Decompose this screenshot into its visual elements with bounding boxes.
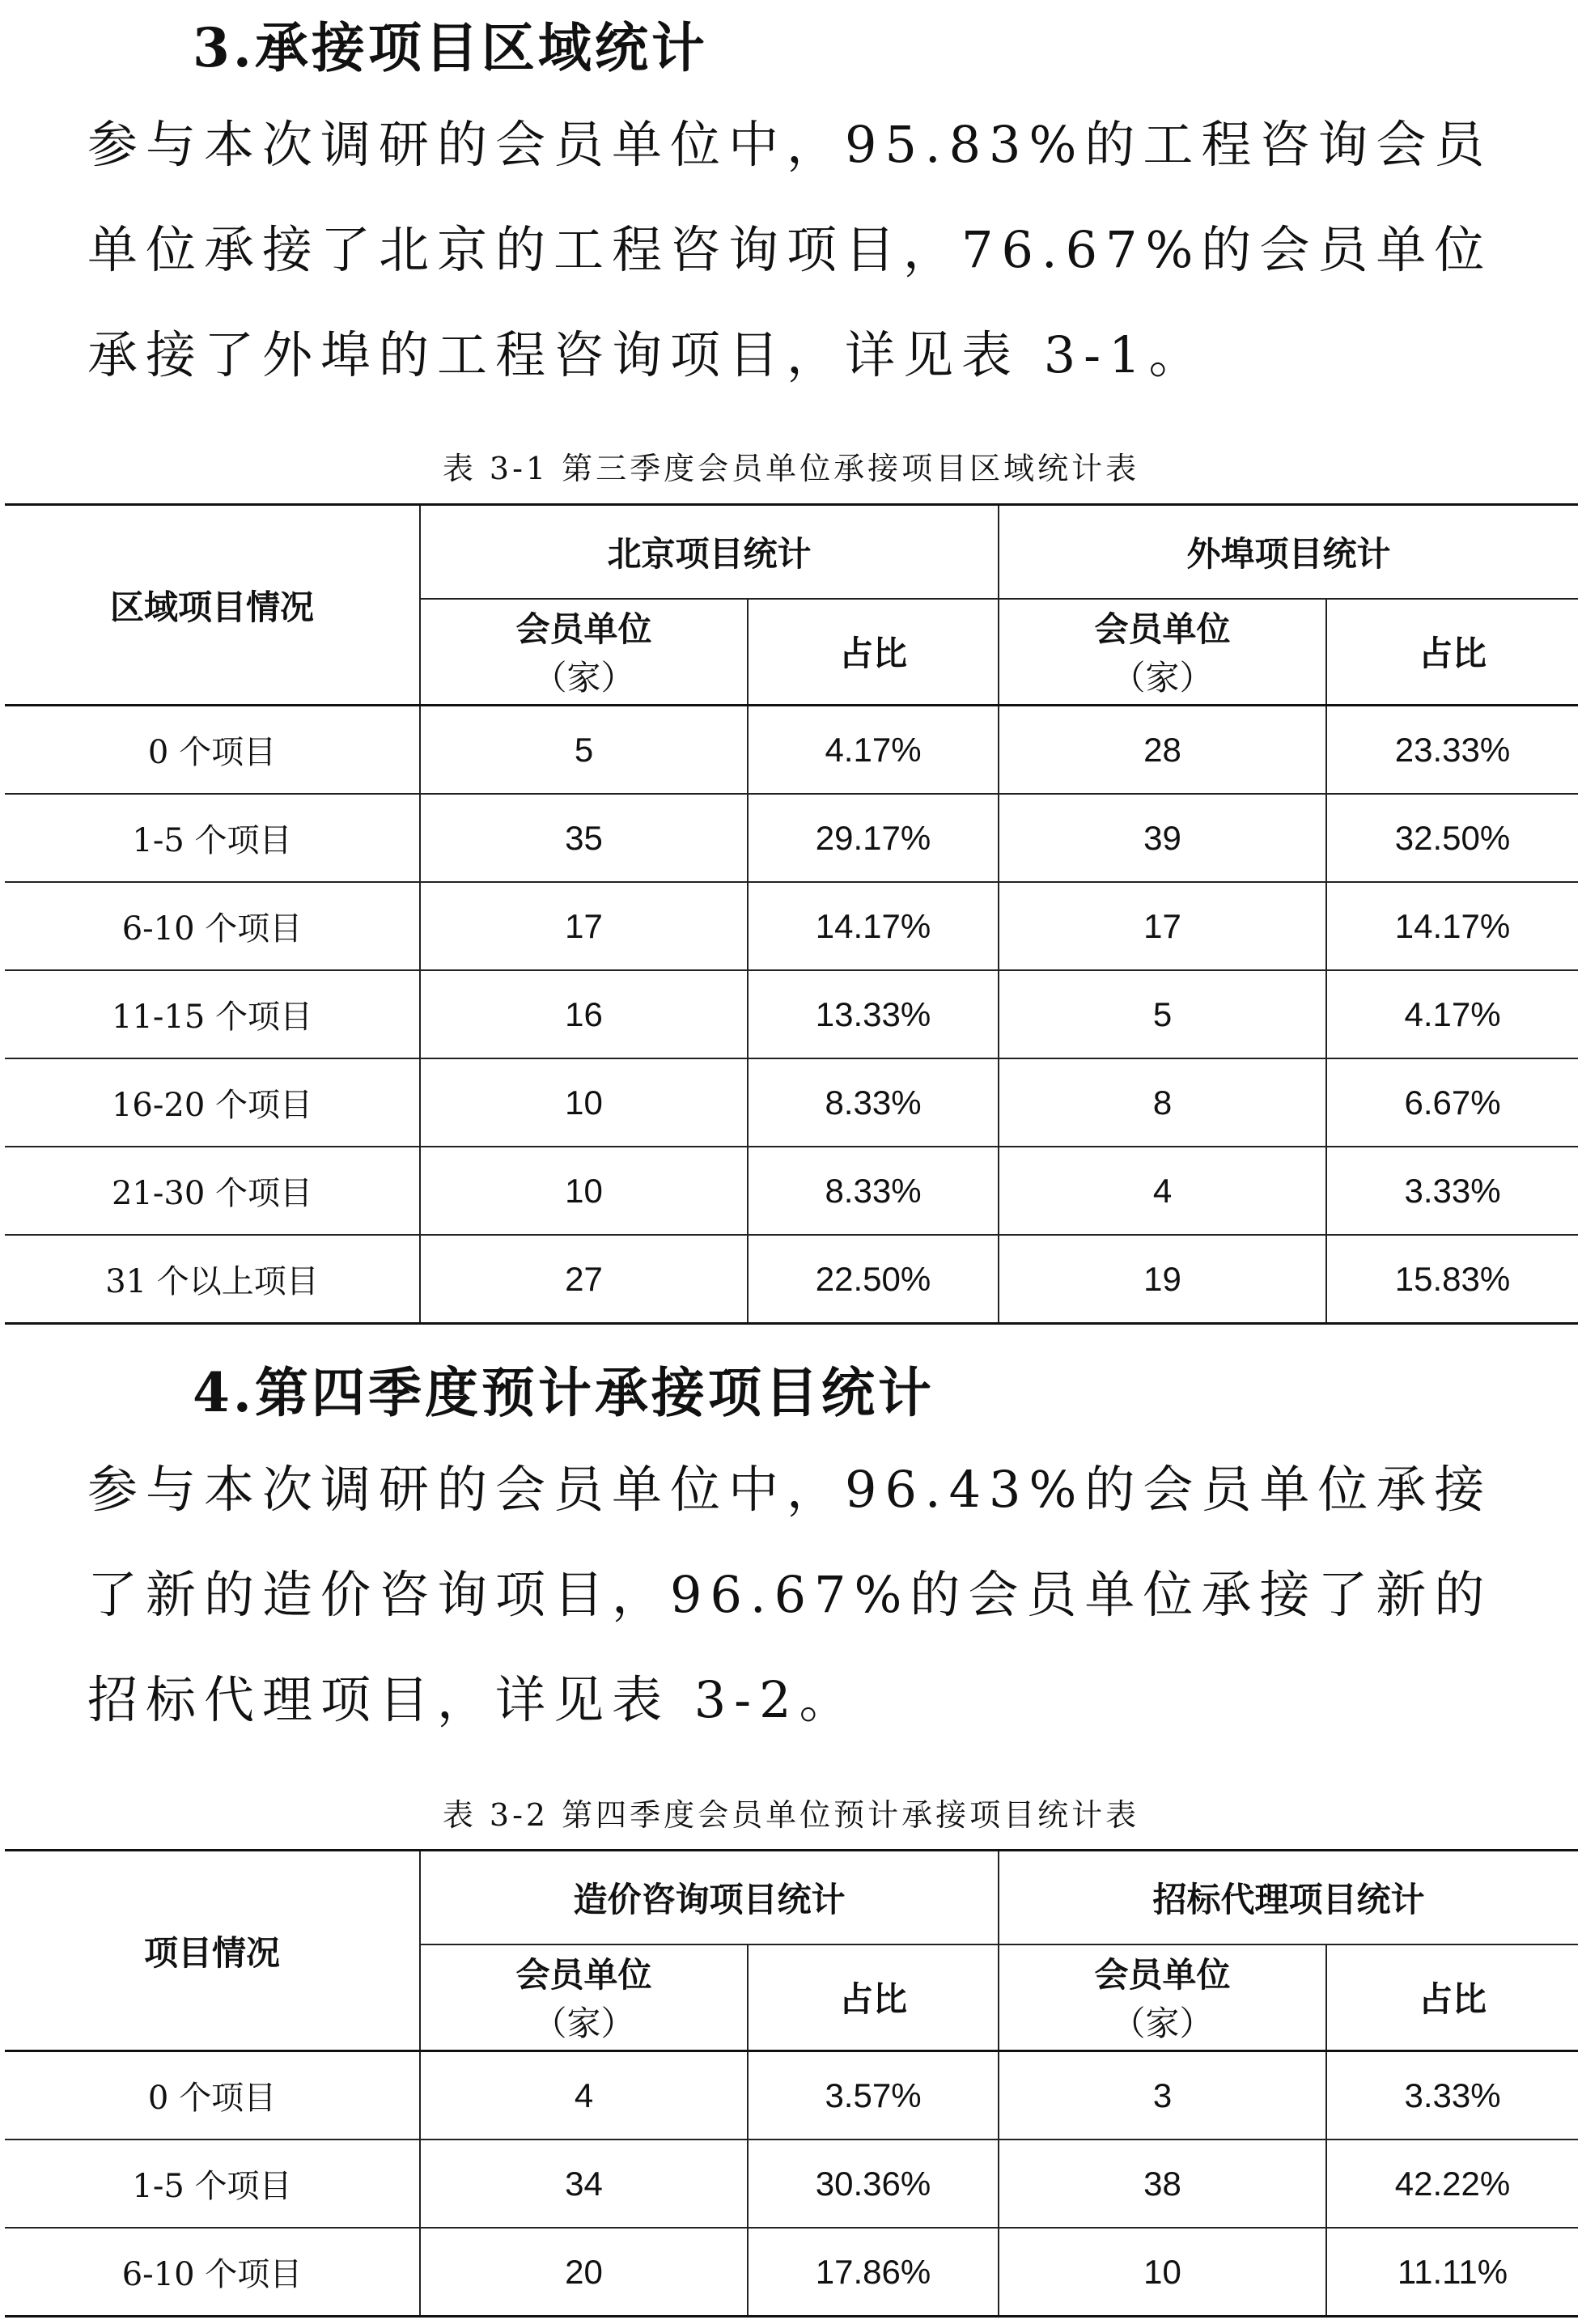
outside-ratio: 15.83% — [1326, 1235, 1578, 1324]
section3-heading: 3.承接项目区域统计 — [193, 16, 708, 79]
table1-group-beijing: 北京项目统计 — [420, 505, 999, 599]
row-label: 21-30 个项目 — [5, 1147, 420, 1235]
beijing-ratio: 8.33% — [748, 1147, 999, 1235]
table-row — [5, 1147, 1578, 1235]
cost-members: 34 — [420, 2140, 748, 2228]
section4-heading: 4.第四季度预计承接项目统计 — [193, 1361, 935, 1424]
table2-group-cost: 造价咨询项目统计 — [420, 1851, 999, 1944]
beijing-ratio: 8.33% — [748, 1058, 999, 1147]
col-members-unit: （家） — [532, 658, 635, 698]
table2-col-members-2 — [999, 1944, 1326, 2051]
row-label: 31 个以上项目 — [5, 1235, 420, 1324]
section3-paragraph: 参与本次调研的会员单位中，95.83%的工程咨询会员单位承接了北京的工程咨询项目，76.67%的会员单位承接了外埠的工程咨询项目，详见表 3-1。 — [87, 115, 1493, 384]
table2-group-bidding: 招标代理项目统计 — [999, 1851, 1578, 1944]
table1-col-members-1 — [420, 599, 748, 706]
table1-group-outside: 外埠项目统计 — [999, 505, 1578, 599]
col-members-unit: （家） — [1111, 658, 1214, 698]
beijing-members: 10 — [420, 1147, 748, 1235]
table-row — [5, 970, 1578, 1058]
section4-paragraph: 参与本次调研的会员单位中，96.43%的会员单位承接了新的造价咨询项目，96.67%的会员单位承接了新的招标代理项目，详见表 3-2。 — [87, 1460, 1493, 1729]
col-members-label: 会员单位 — [515, 1955, 652, 1995]
beijing-members: 17 — [420, 882, 748, 970]
col-members-label: 会员单位 — [1094, 609, 1231, 650]
table-row — [5, 2140, 1578, 2228]
col-members-label: 会员单位 — [1094, 1955, 1231, 1995]
table1-col-ratio-1: 占比 — [748, 599, 999, 706]
outside-members: 4 — [999, 1147, 1326, 1235]
outside-members: 19 — [999, 1235, 1326, 1324]
cost-ratio: 3.57% — [748, 2051, 999, 2140]
table1-caption: 表 3-1 第三季度会员单位承接项目区域统计表 — [442, 451, 1140, 486]
bidding-members: 3 — [999, 2051, 1326, 2140]
table-row — [5, 1235, 1578, 1324]
table2-col-ratio-2: 占比 — [1326, 1944, 1578, 2051]
outside-ratio: 14.17% — [1326, 882, 1578, 970]
table-row — [5, 2051, 1578, 2140]
table1-col-ratio-2: 占比 — [1326, 599, 1578, 706]
table-row — [5, 794, 1578, 882]
table-row — [5, 2228, 1578, 2317]
row-label: 11-15 个项目 — [5, 970, 420, 1058]
beijing-members: 5 — [420, 706, 748, 795]
beijing-ratio: 14.17% — [748, 882, 999, 970]
cost-ratio: 30.36% — [748, 2140, 999, 2228]
table1-row-header: 区域项目情况 — [5, 505, 420, 706]
beijing-members: 10 — [420, 1058, 748, 1147]
col-members-unit: （家） — [532, 2004, 635, 2044]
beijing-members: 35 — [420, 794, 748, 882]
table2-col-ratio-1: 占比 — [748, 1944, 999, 2051]
row-label: 16-20 个项目 — [5, 1058, 420, 1147]
table-row — [5, 706, 1578, 795]
outside-ratio: 6.67% — [1326, 1058, 1578, 1147]
outside-ratio: 23.33% — [1326, 706, 1578, 795]
bidding-ratio: 11.11% — [1326, 2228, 1578, 2317]
bidding-ratio: 42.22% — [1326, 2140, 1578, 2228]
table2-col-members-1 — [420, 1944, 748, 2051]
beijing-ratio: 22.50% — [748, 1235, 999, 1324]
row-label: 0 个项目 — [5, 2051, 420, 2140]
cost-ratio: 17.86% — [748, 2228, 999, 2317]
table2-row-header: 项目情况 — [5, 1851, 420, 2051]
table-3-1 — [5, 503, 1578, 1325]
outside-members: 8 — [999, 1058, 1326, 1147]
row-label: 1-5 个项目 — [5, 794, 420, 882]
row-label: 0 个项目 — [5, 706, 420, 795]
bidding-members: 10 — [999, 2228, 1326, 2317]
col-members-unit: （家） — [1111, 2004, 1214, 2044]
col-members-label: 会员单位 — [515, 609, 652, 650]
beijing-members: 16 — [420, 970, 748, 1058]
cost-members: 4 — [420, 2051, 748, 2140]
table-row — [5, 1058, 1578, 1147]
bidding-ratio: 3.33% — [1326, 2051, 1578, 2140]
row-label: 6-10 个项目 — [5, 2228, 420, 2317]
row-label: 6-10 个项目 — [5, 882, 420, 970]
table-row — [5, 882, 1578, 970]
outside-ratio: 3.33% — [1326, 1147, 1578, 1235]
beijing-ratio: 29.17% — [748, 794, 999, 882]
outside-members: 5 — [999, 970, 1326, 1058]
outside-members: 28 — [999, 706, 1326, 795]
cost-members: 20 — [420, 2228, 748, 2317]
row-label: 1-5 个项目 — [5, 2140, 420, 2228]
outside-ratio: 32.50% — [1326, 794, 1578, 882]
beijing-members: 27 — [420, 1235, 748, 1324]
outside-ratio: 4.17% — [1326, 970, 1578, 1058]
outside-members: 39 — [999, 794, 1326, 882]
table-3-2 — [5, 1849, 1578, 2318]
outside-members: 17 — [999, 882, 1326, 970]
bidding-members: 38 — [999, 2140, 1326, 2228]
table2-caption: 表 3-2 第四季度会员单位预计承接项目统计表 — [442, 1797, 1140, 1833]
beijing-ratio: 13.33% — [748, 970, 999, 1058]
table1-col-members-2 — [999, 599, 1326, 706]
beijing-ratio: 4.17% — [748, 706, 999, 795]
